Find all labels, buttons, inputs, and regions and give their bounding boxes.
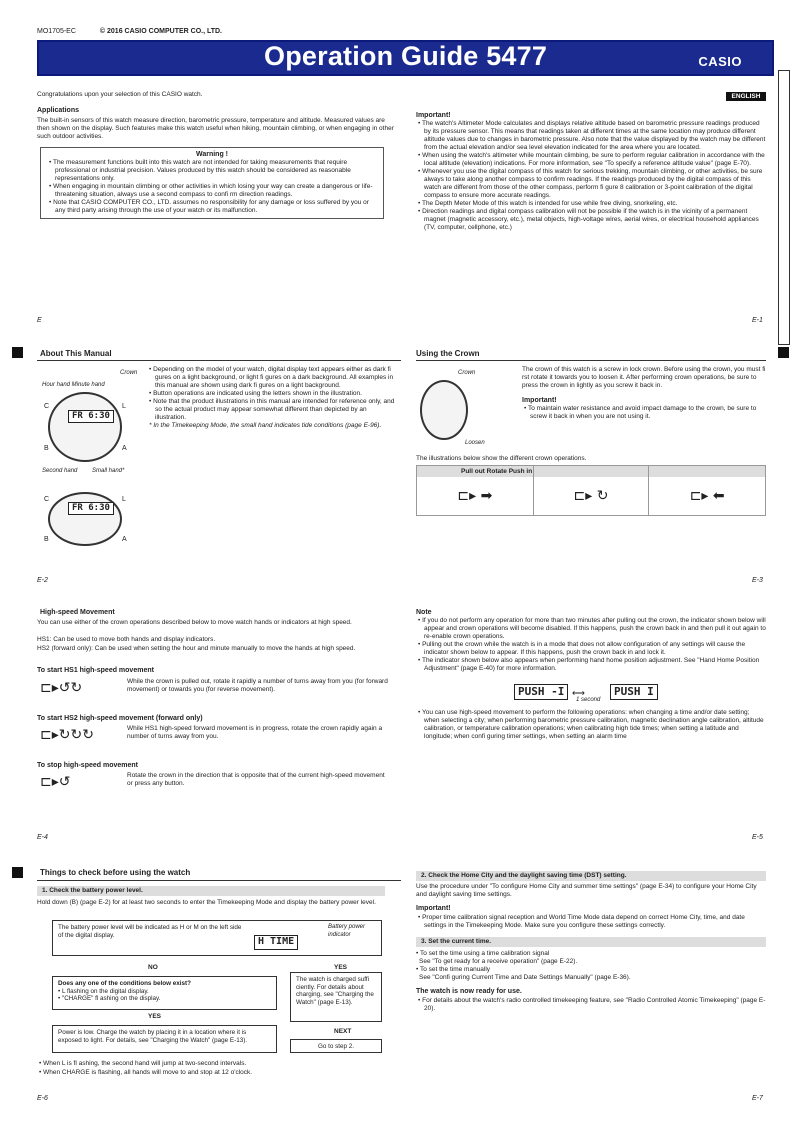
- divider: [416, 360, 766, 361]
- warning-box: [40, 147, 384, 219]
- section-marker: [12, 867, 23, 878]
- important-item: • The watch's Altimeter Mode calculates and displays relative altitude based on barometric pressure readings produced by its pressure sensor. This means that readings taken at different times at the same location may produce different altitude values due to changes in barometric pressure. Also note that the value displayed by the watch may be different from the actual elevation and/or sea level elevation indicated for the area where you are located.: [418, 120, 766, 151]
- lcd-display: FR 6:30: [68, 410, 114, 423]
- loosen-label: Loosen: [465, 440, 485, 446]
- step3-bar: 3. Set the current time.: [416, 937, 766, 947]
- crown-ops-table: [416, 465, 766, 516]
- table-header: Rotate: [486, 468, 507, 475]
- lcd-display: FR 6:30: [68, 502, 114, 515]
- foot-item: • When L is fl ashing, the second hand will jump at two-second intervals.: [39, 1060, 247, 1067]
- rapid-rotate-icon: ⊏▸↻↻↻: [40, 727, 94, 743]
- step3-item: • To set the time manually: [416, 966, 491, 973]
- divider: [37, 880, 401, 881]
- page-number: E-7: [752, 1095, 763, 1102]
- start-hs2-text: While HS1 high-speed forward movement is in progress, rotate the crown rapidly again a number of turns away from you.: [127, 725, 383, 740]
- hour-minute-label: Hour hand Minute hand: [42, 382, 105, 388]
- button-c-label: C: [44, 403, 50, 410]
- important-heading: Important!: [416, 112, 451, 119]
- note-item: • Pulling out the crown while the watch is in a mode that does not allow configuration of any settings will cause the indicator shown below to appear. If this happens, push the crown back in and lock it.: [418, 641, 746, 656]
- edge-tab: [778, 70, 790, 345]
- step2-important-item: • Proper time calibration signal reception and World Time Mode data depend on correct Home City, time, and date settings in the Timekeeping Mode. Make sure you configure these settings correctly.: [418, 914, 745, 929]
- crown-important-item: • To maintain water resistance and avoid impact damage to the crown, be sure to screw it back in when you are not using it.: [524, 405, 757, 420]
- language-tab: ENGLISH: [726, 92, 766, 101]
- crown-text: The crown of this watch is a screw in lock crown. Before using the crown, you must fi rst rotate it towards you to loosen it. After performing crown operations, be sure to press the crown in lightly as you screw it back in.: [522, 366, 766, 389]
- flow-question: Does any one of the conditions below exist?: [58, 980, 191, 987]
- step3-item: See "Confi guring Current Time and Date Settings Manually" (page E-36).: [419, 974, 631, 981]
- brand-logo: CASIO: [698, 54, 742, 69]
- note-item: • If you do not perform any operation for more than two minutes after pulling out the crown, the indicator shown below will appear and crown operations will become disabled. If this happens, push the crown back in and then pull it out again to re-enable crown operations.: [418, 617, 766, 640]
- start-hs1-heading: To start HS1 high-speed movement: [37, 667, 154, 674]
- page-title: Operation Guide 5477: [264, 41, 548, 71]
- button-l-label: L: [122, 496, 126, 503]
- page-number: E-2: [37, 577, 48, 584]
- one-second-label: 1 second: [576, 697, 601, 703]
- flow-question-item: • "CHARGE" fl ashing on the display.: [58, 995, 161, 1002]
- important-item: • When using the watch's altimeter while mountain climbing, be sure to perform regular calibration in accordance with the local altitude (elevation) indications. For more information, see "To specify a reference altitude value" (page E-70).: [418, 152, 765, 167]
- flow-question-box: [52, 976, 277, 1010]
- button-a-label: A: [122, 445, 127, 452]
- hs2-text: HS2 (forward only): Can be used when setting the hour and minute manually to move the hands at high speed.: [37, 645, 356, 652]
- page-number: E-3: [752, 577, 763, 584]
- battery-label: Battery power indicator: [328, 924, 366, 938]
- page-number: E-6: [37, 1095, 48, 1102]
- yes-label: YES: [148, 1013, 162, 1020]
- important-item: • Whenever you use the digital compass of this watch for serious trekking, mountain climbing, or other activities, be sure always to take along another compass to confirm readings. If the readings produced by the digital compass of this watch are different from those of the other compass, perform fi gure 8 calibration or 3-point calibration of the digital compass to ensure more accurate readings.: [418, 168, 763, 199]
- step3-item: • To set the time using a time calibration signal: [416, 950, 550, 957]
- about-item: • Button operations are indicated using the letters shown in the illustration.: [149, 390, 362, 397]
- stop-heading: To stop high-speed movement: [37, 762, 138, 769]
- step3-list: [416, 950, 766, 982]
- second-hand-label: Second hand: [42, 468, 78, 474]
- copyright: © 2016 CASIO COMPUTER CO., LTD.: [99, 28, 223, 35]
- watch-illustration: [48, 492, 122, 546]
- model-code: MO1705-EC: [37, 28, 76, 35]
- important-item: • The Depth Meter Mode of this watch is intended for use while free diving, snorkeling, etc.: [418, 200, 678, 207]
- note-section: [416, 609, 766, 673]
- ready-item: • For details about the watch's radio controlled timekeeping feature, see "Radio Controlled Atomic Timekeeping" (page E-20).: [418, 997, 766, 1012]
- start-hs2-heading: To start HS2 high-speed movement (forward only): [37, 715, 203, 722]
- button-b-label: B: [44, 445, 49, 452]
- flow-question-item: • L flashing on the digital display.: [58, 987, 149, 995]
- warning-item: • Note that CASIO COMPUTER CO., LTD. assumes no responsibility for any damage or loss suffered by you or any third party arising through the use of your watch or its malfunction.: [49, 199, 369, 214]
- stop-rotate-icon: ⊏▸↺: [40, 774, 71, 790]
- push-indicator-lcd: PUSH -I: [514, 684, 568, 700]
- rotate-crown-icon: ⊏▸↺↻: [40, 680, 83, 696]
- hs1-text: HS1: Can be used to move both hands and display indicators.: [37, 636, 216, 643]
- flow-charged-box: The watch is charged suffi ciently. For details about charging, see "Charging the Watch" (page E-13).: [290, 972, 382, 1022]
- about-item: • Depending on the model of your watch, digital display text appears either as dark fi gures on a light background, or light fi gures on a dark background. All examples in this manual are shown using dark fi gures on a light background.: [149, 366, 394, 389]
- table-header: Pull out: [461, 468, 485, 475]
- step2-important-heading: Important!: [416, 905, 451, 912]
- doc-meta: [37, 28, 222, 37]
- step3-item: See "To get ready for a receive operation" (page E-22).: [419, 958, 578, 965]
- important-section: [416, 112, 766, 232]
- page-number: E-5: [752, 834, 763, 841]
- push-indicator-lcd: PUSH I: [610, 684, 658, 700]
- alternate-arrow-icon: ⟷: [572, 688, 585, 698]
- title-bar: [37, 40, 774, 76]
- stop-text: Rotate the crown in the direction that is opposite that of the current high-speed movement or press any button.: [127, 772, 385, 787]
- crown-ops-intro: The illustrations below show the different crown operations.: [416, 455, 587, 462]
- table-header: Push in: [508, 468, 533, 475]
- rotate-icon: ⊏▸ ↻: [534, 477, 650, 515]
- flow-low-box: Power is low. Charge the watch by placing it in a location where it is exposed to light. For details, see "Charging the Watch" (page E-13).: [52, 1025, 277, 1053]
- applications-heading: Applications: [37, 107, 80, 114]
- warning-title: Warning !: [195, 151, 228, 158]
- warning-item: • The measurement functions built into this watch are not intended for taking measurements that require professional or industrial precision. Values produced by this watch should be considered as reasonable representations only.: [49, 159, 351, 182]
- step2-bar: 2. Check the Home City and the daylight saving time (DST) setting.: [416, 871, 766, 881]
- pull-out-icon: ⊏▸ ➡: [417, 477, 534, 515]
- about-heading: About This Manual: [40, 349, 112, 358]
- small-hand-label: Small hand*: [92, 468, 125, 474]
- push-in-icon: ⊏▸ ⬅: [689, 488, 725, 504]
- start-hs1-text: While the crown is pulled out, rotate it rapidly a number of turns away from you (for forward movement) or towards you (for reverse movement).: [127, 678, 388, 693]
- warning-item: • When engaging in mountain climbing or other activities in which losing your way can create a dangerous or life-threatening situation, always use a second compass to confi rm direction readings.: [49, 183, 373, 198]
- about-item: • Note that the product illustrations in this manual are intended for reference only, and so the actual product may appear somewhat different than depicted by an illustration.: [149, 398, 395, 421]
- hs-intro: You can use either of the crown operations described below to move watch hands or indicators at high speed.: [37, 619, 352, 626]
- crown-important-heading: Important!: [522, 397, 557, 404]
- applications-text: The built-in sensors of this watch measure direction, barometric pressure, temperature and altitude. Measured values are then shown on the display. Such features make this watch useful when hiking, mountain climbing, or when engaging in other such outdoor activities.: [37, 117, 394, 140]
- section-marker: [12, 347, 23, 358]
- flow-box-text: The battery power level will be indicated as H or M on the left side of the digital display.: [58, 924, 242, 939]
- battery-lcd: H TIME: [254, 935, 298, 950]
- button-b-label: B: [44, 536, 49, 543]
- intro-text: Congratulations upon your selection of this CASIO watch.: [37, 91, 203, 98]
- foot-item: • When CHARGE is flashing, all hands will move to and stop at 12 o'clock.: [39, 1069, 253, 1076]
- no-label: NO: [148, 964, 158, 971]
- step1-text: Hold down (B) (page E-2) for at least two seconds to enter the Timekeeping Mode and display the battery power level.: [37, 899, 376, 906]
- important-item: • Direction readings and digital compass calibration will not be possible if the watch is in the vicinity of a permanent magnet (magnetic accessory, etc.), metal objects, high-voltage wires, aerial wires, or electrical household appliances (TV, computer, cellphone, etc.): [418, 208, 759, 231]
- button-l-label: L: [122, 403, 126, 410]
- note-item: • You can use high-speed movement to perform the following operations: when changing a time and/or date setting; when selecting a city; when performing barometric pressure calibration, magnetic declination angle calibration, altitude calibration, or temperature calibration operations; when calibrating high tide times; when setting a latitude and longitude; when confi guring timer settings, when setting an alarm time: [418, 709, 764, 740]
- note-heading: Note: [416, 609, 432, 616]
- ready-heading: The watch is now ready for use.: [416, 988, 522, 995]
- watch-illustration: [48, 392, 122, 462]
- hs-heading: High-speed Movement: [40, 609, 115, 616]
- about-list: [147, 366, 397, 430]
- page-number: E-4: [37, 834, 48, 841]
- crown-label: Crown: [120, 370, 138, 376]
- step2-text: Use the procedure under "To configure Home City and summer time settings" (page E-34) to configure your Home City and daylight saving time settings.: [416, 883, 757, 898]
- page-number: E: [37, 317, 42, 324]
- yes-label: YES: [334, 964, 348, 971]
- flow-goto-box: Go to step 2.: [290, 1039, 382, 1053]
- button-a-label: A: [122, 536, 127, 543]
- page-number: E-1: [752, 317, 763, 324]
- button-c-label: C: [44, 496, 50, 503]
- crown-watch-illustration: [420, 380, 468, 440]
- check-heading: Things to check before using the watch: [40, 868, 191, 877]
- section-marker: [778, 347, 789, 358]
- divider: [37, 360, 401, 361]
- next-label: NEXT: [334, 1028, 352, 1035]
- note-item: • The indicator shown below also appears when performing hand home position adjustment. See "Hand Home Position Adjustment" (page E-40) for more information.: [418, 657, 760, 672]
- step1-bar: 1. Check the battery power level.: [37, 886, 385, 896]
- crown-heading: Using the Crown: [416, 349, 480, 358]
- crown-label: Crown: [458, 370, 476, 376]
- about-note: * In the Timekeeping Mode, the small hand indicates tide conditions (page E-96).: [149, 422, 382, 429]
